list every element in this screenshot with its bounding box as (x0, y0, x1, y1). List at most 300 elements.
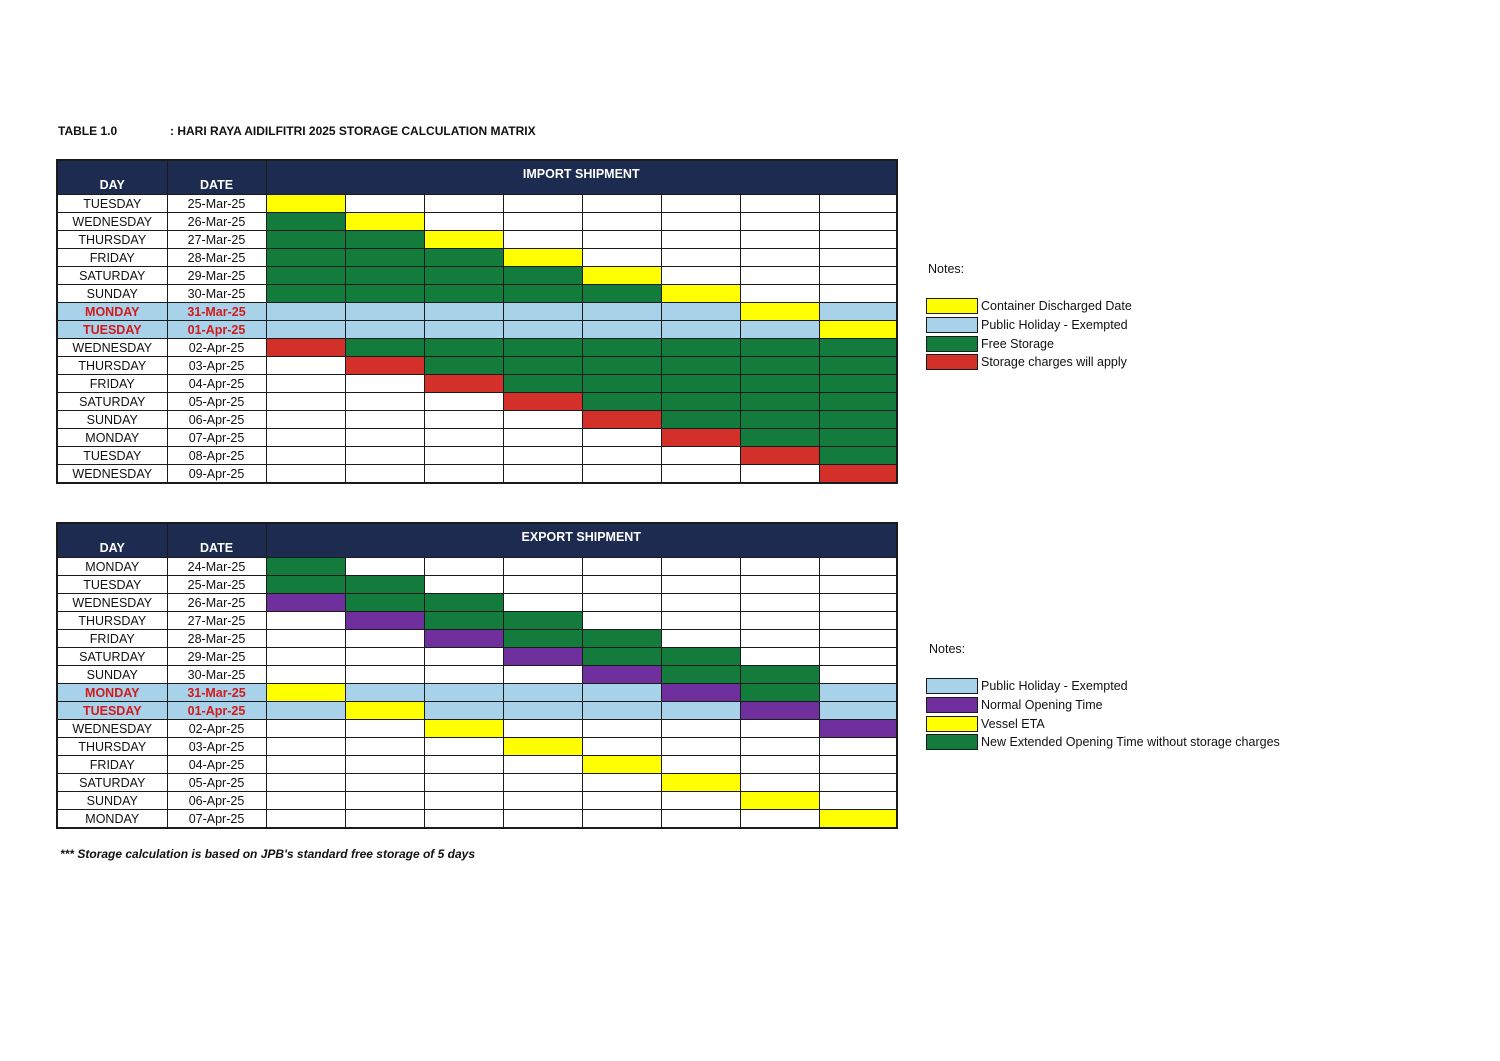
export-shipment-table (56, 522, 898, 829)
matrix-cell (740, 375, 819, 393)
matrix-cell (424, 429, 503, 447)
matrix-cell (661, 465, 740, 484)
legend-item (926, 677, 1280, 696)
day-cell: TUESDAY (57, 702, 167, 720)
matrix-cell (424, 231, 503, 249)
matrix-cell (582, 630, 661, 648)
matrix-cell (503, 231, 582, 249)
table-row (57, 630, 897, 648)
matrix-cell (266, 357, 345, 375)
date-cell: 03-Apr-25 (167, 738, 266, 756)
matrix-cell (424, 720, 503, 738)
matrix-cell (740, 594, 819, 612)
matrix-cell (503, 594, 582, 612)
table-row (57, 231, 897, 249)
matrix-cell (424, 249, 503, 267)
date-cell: 02-Apr-25 (167, 339, 266, 357)
matrix-cell (503, 285, 582, 303)
matrix-cell (661, 702, 740, 720)
matrix-cell (582, 702, 661, 720)
matrix-cell (582, 756, 661, 774)
matrix-cell (266, 429, 345, 447)
matrix-cell (266, 594, 345, 612)
date-cell: 08-Apr-25 (167, 447, 266, 465)
legend-swatch (926, 298, 978, 314)
date-cell: 30-Mar-25 (167, 285, 266, 303)
matrix-cell (740, 195, 819, 213)
table-row (57, 612, 897, 630)
matrix-cell (661, 810, 740, 829)
matrix-cell (424, 684, 503, 702)
matrix-cell (266, 321, 345, 339)
matrix-cell (661, 576, 740, 594)
matrix-cell (740, 429, 819, 447)
matrix-cell (424, 267, 503, 285)
matrix-cell (819, 792, 897, 810)
matrix-cell (266, 195, 345, 213)
date-cell: 25-Mar-25 (167, 576, 266, 594)
date-cell: 27-Mar-25 (167, 612, 266, 630)
matrix-cell (819, 393, 897, 411)
matrix-cell (740, 792, 819, 810)
matrix-cell (740, 447, 819, 465)
day-cell: SATURDAY (57, 774, 167, 792)
matrix-cell (661, 648, 740, 666)
day-cell: FRIDAY (57, 375, 167, 393)
matrix-cell (266, 558, 345, 576)
legend-item (926, 696, 1280, 715)
table-row (57, 810, 897, 829)
matrix-cell (819, 738, 897, 756)
table-row (57, 285, 897, 303)
matrix-cell (582, 648, 661, 666)
matrix-cell (819, 339, 897, 357)
date-cell: 06-Apr-25 (167, 411, 266, 429)
matrix-cell (424, 576, 503, 594)
matrix-cell (345, 594, 424, 612)
table-row (57, 213, 897, 231)
matrix-cell (740, 684, 819, 702)
day-cell: SUNDAY (57, 666, 167, 684)
matrix-cell (345, 195, 424, 213)
legend-swatch (926, 317, 978, 333)
matrix-cell (424, 321, 503, 339)
day-cell: SUNDAY (57, 285, 167, 303)
matrix-cell (266, 630, 345, 648)
matrix-cell (661, 375, 740, 393)
matrix-cell (424, 648, 503, 666)
legend-label: Public Holiday - Exempted (981, 679, 1128, 694)
matrix-cell (424, 339, 503, 357)
date-cell: 04-Apr-25 (167, 375, 266, 393)
date-cell: 24-Mar-25 (167, 558, 266, 576)
matrix-cell (345, 231, 424, 249)
matrix-cell (345, 648, 424, 666)
matrix-cell (819, 465, 897, 484)
export-shipment-header: EXPORT SHIPMENT (266, 523, 897, 558)
matrix-cell (819, 720, 897, 738)
matrix-cell (266, 810, 345, 829)
legend-item (926, 334, 1132, 353)
date-cell: 25-Mar-25 (167, 195, 266, 213)
legend-swatch (926, 336, 978, 352)
matrix-cell (503, 411, 582, 429)
day-cell: FRIDAY (57, 756, 167, 774)
day-cell: WEDNESDAY (57, 594, 167, 612)
matrix-cell (582, 303, 661, 321)
matrix-cell (345, 576, 424, 594)
matrix-cell (345, 612, 424, 630)
matrix-cell (503, 576, 582, 594)
matrix-cell (424, 738, 503, 756)
matrix-cell (266, 774, 345, 792)
matrix-cell (503, 195, 582, 213)
date-cell: 02-Apr-25 (167, 720, 266, 738)
matrix-cell (503, 684, 582, 702)
matrix-cell (582, 393, 661, 411)
date-header: DATE (167, 523, 266, 558)
legend-swatch (926, 716, 978, 732)
matrix-cell (819, 213, 897, 231)
matrix-cell (582, 612, 661, 630)
matrix-cell (582, 285, 661, 303)
matrix-cell (503, 738, 582, 756)
day-cell: THURSDAY (57, 231, 167, 249)
day-cell: THURSDAY (57, 612, 167, 630)
matrix-cell (582, 774, 661, 792)
matrix-cell (819, 303, 897, 321)
day-cell: TUESDAY (57, 576, 167, 594)
day-cell: MONDAY (57, 558, 167, 576)
matrix-cell (740, 720, 819, 738)
matrix-cell (661, 720, 740, 738)
matrix-cell (345, 357, 424, 375)
matrix-cell (740, 576, 819, 594)
table-row (57, 684, 897, 702)
date-cell: 03-Apr-25 (167, 357, 266, 375)
matrix-cell (503, 357, 582, 375)
date-cell: 01-Apr-25 (167, 702, 266, 720)
table-row (57, 774, 897, 792)
matrix-cell (503, 465, 582, 484)
legend-item (926, 353, 1132, 372)
export-legend (926, 677, 1280, 752)
matrix-cell (503, 702, 582, 720)
matrix-cell (582, 792, 661, 810)
legend-item (926, 316, 1132, 335)
matrix-cell (661, 774, 740, 792)
matrix-cell (503, 339, 582, 357)
matrix-cell (582, 321, 661, 339)
matrix-cell (424, 702, 503, 720)
table-row (57, 738, 897, 756)
import-legend (926, 297, 1132, 372)
matrix-cell (503, 303, 582, 321)
date-cell: 28-Mar-25 (167, 249, 266, 267)
matrix-cell (661, 411, 740, 429)
matrix-cell (661, 612, 740, 630)
table-row (57, 756, 897, 774)
matrix-cell (661, 447, 740, 465)
table-row (57, 357, 897, 375)
matrix-cell (424, 558, 503, 576)
matrix-cell (661, 756, 740, 774)
day-cell: SUNDAY (57, 792, 167, 810)
matrix-cell (266, 648, 345, 666)
matrix-cell (582, 738, 661, 756)
matrix-cell (819, 375, 897, 393)
date-cell: 09-Apr-25 (167, 465, 266, 484)
matrix-cell (266, 792, 345, 810)
legend-swatch (926, 678, 978, 694)
matrix-cell (266, 375, 345, 393)
matrix-cell (661, 267, 740, 285)
matrix-cell (819, 810, 897, 829)
table-row (57, 447, 897, 465)
matrix-cell (503, 558, 582, 576)
table-row (57, 195, 897, 213)
matrix-cell (266, 213, 345, 231)
day-header: DAY (57, 160, 167, 195)
matrix-cell (661, 321, 740, 339)
matrix-cell (582, 375, 661, 393)
matrix-cell (266, 249, 345, 267)
legend-swatch (926, 697, 978, 713)
matrix-cell (503, 267, 582, 285)
matrix-cell (424, 810, 503, 829)
date-cell: 29-Mar-25 (167, 267, 266, 285)
matrix-cell (345, 702, 424, 720)
table-row (57, 321, 897, 339)
matrix-cell (424, 303, 503, 321)
matrix-cell (503, 648, 582, 666)
matrix-cell (266, 411, 345, 429)
matrix-cell (503, 774, 582, 792)
matrix-cell (661, 738, 740, 756)
table-row (57, 429, 897, 447)
table-row (57, 465, 897, 484)
matrix-cell (740, 303, 819, 321)
matrix-cell (503, 249, 582, 267)
matrix-cell (345, 666, 424, 684)
import-shipment-table (56, 159, 898, 484)
table-number: TABLE 1.0 (58, 124, 118, 138)
matrix-cell (661, 249, 740, 267)
matrix-cell (345, 303, 424, 321)
matrix-cell (740, 774, 819, 792)
table-row (57, 267, 897, 285)
day-cell: WEDNESDAY (57, 465, 167, 484)
table-subtitle: : HARI RAYA AIDILFITRI 2025 STORAGE CALCULATION MATRIX (170, 124, 536, 138)
table-row (57, 666, 897, 684)
legend-label: Free Storage (981, 336, 1054, 351)
matrix-cell (740, 756, 819, 774)
matrix-cell (424, 447, 503, 465)
matrix-cell (266, 612, 345, 630)
matrix-cell (661, 630, 740, 648)
matrix-cell (819, 612, 897, 630)
matrix-cell (819, 285, 897, 303)
matrix-cell (424, 612, 503, 630)
day-header: DAY (57, 523, 167, 558)
table-row (57, 303, 897, 321)
matrix-cell (266, 303, 345, 321)
date-cell: 05-Apr-25 (167, 774, 266, 792)
matrix-cell (582, 720, 661, 738)
matrix-cell (661, 357, 740, 375)
matrix-cell (582, 357, 661, 375)
matrix-cell (740, 666, 819, 684)
matrix-cell (819, 429, 897, 447)
matrix-cell (345, 738, 424, 756)
matrix-cell (424, 756, 503, 774)
matrix-cell (503, 810, 582, 829)
matrix-cell (582, 249, 661, 267)
matrix-cell (819, 774, 897, 792)
matrix-cell (661, 792, 740, 810)
matrix-cell (740, 612, 819, 630)
matrix-cell (424, 195, 503, 213)
matrix-cell (740, 648, 819, 666)
matrix-cell (503, 666, 582, 684)
matrix-cell (819, 594, 897, 612)
matrix-cell (266, 666, 345, 684)
matrix-cell (819, 684, 897, 702)
matrix-cell (345, 339, 424, 357)
matrix-cell (740, 738, 819, 756)
matrix-cell (345, 684, 424, 702)
table-row (57, 393, 897, 411)
matrix-cell (424, 375, 503, 393)
matrix-cell (503, 375, 582, 393)
day-cell: SATURDAY (57, 393, 167, 411)
matrix-cell (345, 756, 424, 774)
matrix-cell (819, 249, 897, 267)
day-cell: SUNDAY (57, 411, 167, 429)
day-cell: MONDAY (57, 684, 167, 702)
date-cell: 27-Mar-25 (167, 231, 266, 249)
matrix-cell (424, 792, 503, 810)
table-row (57, 720, 897, 738)
footnote: *** Storage calculation is based on JPB's standard free storage of 5 days (60, 847, 475, 861)
date-cell: 06-Apr-25 (167, 792, 266, 810)
matrix-cell (582, 267, 661, 285)
matrix-cell (740, 267, 819, 285)
table-row (57, 339, 897, 357)
matrix-cell (661, 666, 740, 684)
date-cell: 05-Apr-25 (167, 393, 266, 411)
day-cell: THURSDAY (57, 357, 167, 375)
matrix-cell (819, 195, 897, 213)
date-cell: 30-Mar-25 (167, 666, 266, 684)
matrix-cell (740, 249, 819, 267)
matrix-cell (345, 429, 424, 447)
date-cell: 31-Mar-25 (167, 303, 266, 321)
matrix-cell (582, 195, 661, 213)
matrix-cell (661, 285, 740, 303)
matrix-cell (740, 393, 819, 411)
matrix-cell (740, 357, 819, 375)
matrix-cell (582, 231, 661, 249)
date-cell: 31-Mar-25 (167, 684, 266, 702)
matrix-cell (661, 213, 740, 231)
matrix-cell (503, 756, 582, 774)
matrix-cell (582, 213, 661, 231)
matrix-cell (503, 792, 582, 810)
matrix-cell (424, 357, 503, 375)
day-cell: MONDAY (57, 303, 167, 321)
table-row (57, 648, 897, 666)
matrix-cell (345, 447, 424, 465)
import-shipment-header: IMPORT SHIPMENT (266, 160, 897, 195)
matrix-cell (424, 630, 503, 648)
matrix-cell (345, 774, 424, 792)
matrix-cell (424, 393, 503, 411)
matrix-cell (266, 231, 345, 249)
day-cell: TUESDAY (57, 195, 167, 213)
matrix-cell (819, 267, 897, 285)
matrix-cell (582, 558, 661, 576)
matrix-cell (740, 810, 819, 829)
matrix-cell (819, 321, 897, 339)
matrix-cell (582, 429, 661, 447)
matrix-cell (582, 447, 661, 465)
matrix-cell (740, 465, 819, 484)
matrix-cell (266, 576, 345, 594)
matrix-cell (345, 285, 424, 303)
date-cell: 07-Apr-25 (167, 810, 266, 829)
matrix-cell (345, 375, 424, 393)
matrix-cell (661, 594, 740, 612)
matrix-cell (345, 558, 424, 576)
matrix-cell (661, 393, 740, 411)
matrix-cell (503, 429, 582, 447)
matrix-cell (424, 411, 503, 429)
matrix-cell (424, 774, 503, 792)
matrix-cell (740, 339, 819, 357)
matrix-cell (661, 558, 740, 576)
matrix-cell (345, 321, 424, 339)
matrix-cell (266, 393, 345, 411)
day-cell: WEDNESDAY (57, 213, 167, 231)
matrix-cell (740, 702, 819, 720)
matrix-cell (582, 810, 661, 829)
date-cell: 29-Mar-25 (167, 648, 266, 666)
matrix-cell (503, 720, 582, 738)
matrix-cell (424, 285, 503, 303)
date-cell: 26-Mar-25 (167, 594, 266, 612)
table-row (57, 558, 897, 576)
matrix-cell (661, 429, 740, 447)
matrix-cell (503, 612, 582, 630)
day-cell: MONDAY (57, 429, 167, 447)
day-cell: FRIDAY (57, 630, 167, 648)
matrix-cell (503, 321, 582, 339)
matrix-cell (582, 339, 661, 357)
matrix-cell (740, 231, 819, 249)
matrix-cell (266, 339, 345, 357)
table-title (58, 124, 536, 138)
matrix-cell (661, 231, 740, 249)
matrix-cell (266, 465, 345, 484)
matrix-cell (819, 411, 897, 429)
legend-label: Public Holiday - Exempted (981, 318, 1128, 333)
matrix-cell (819, 702, 897, 720)
date-cell: 28-Mar-25 (167, 630, 266, 648)
matrix-cell (819, 558, 897, 576)
table-row (57, 411, 897, 429)
matrix-cell (345, 249, 424, 267)
